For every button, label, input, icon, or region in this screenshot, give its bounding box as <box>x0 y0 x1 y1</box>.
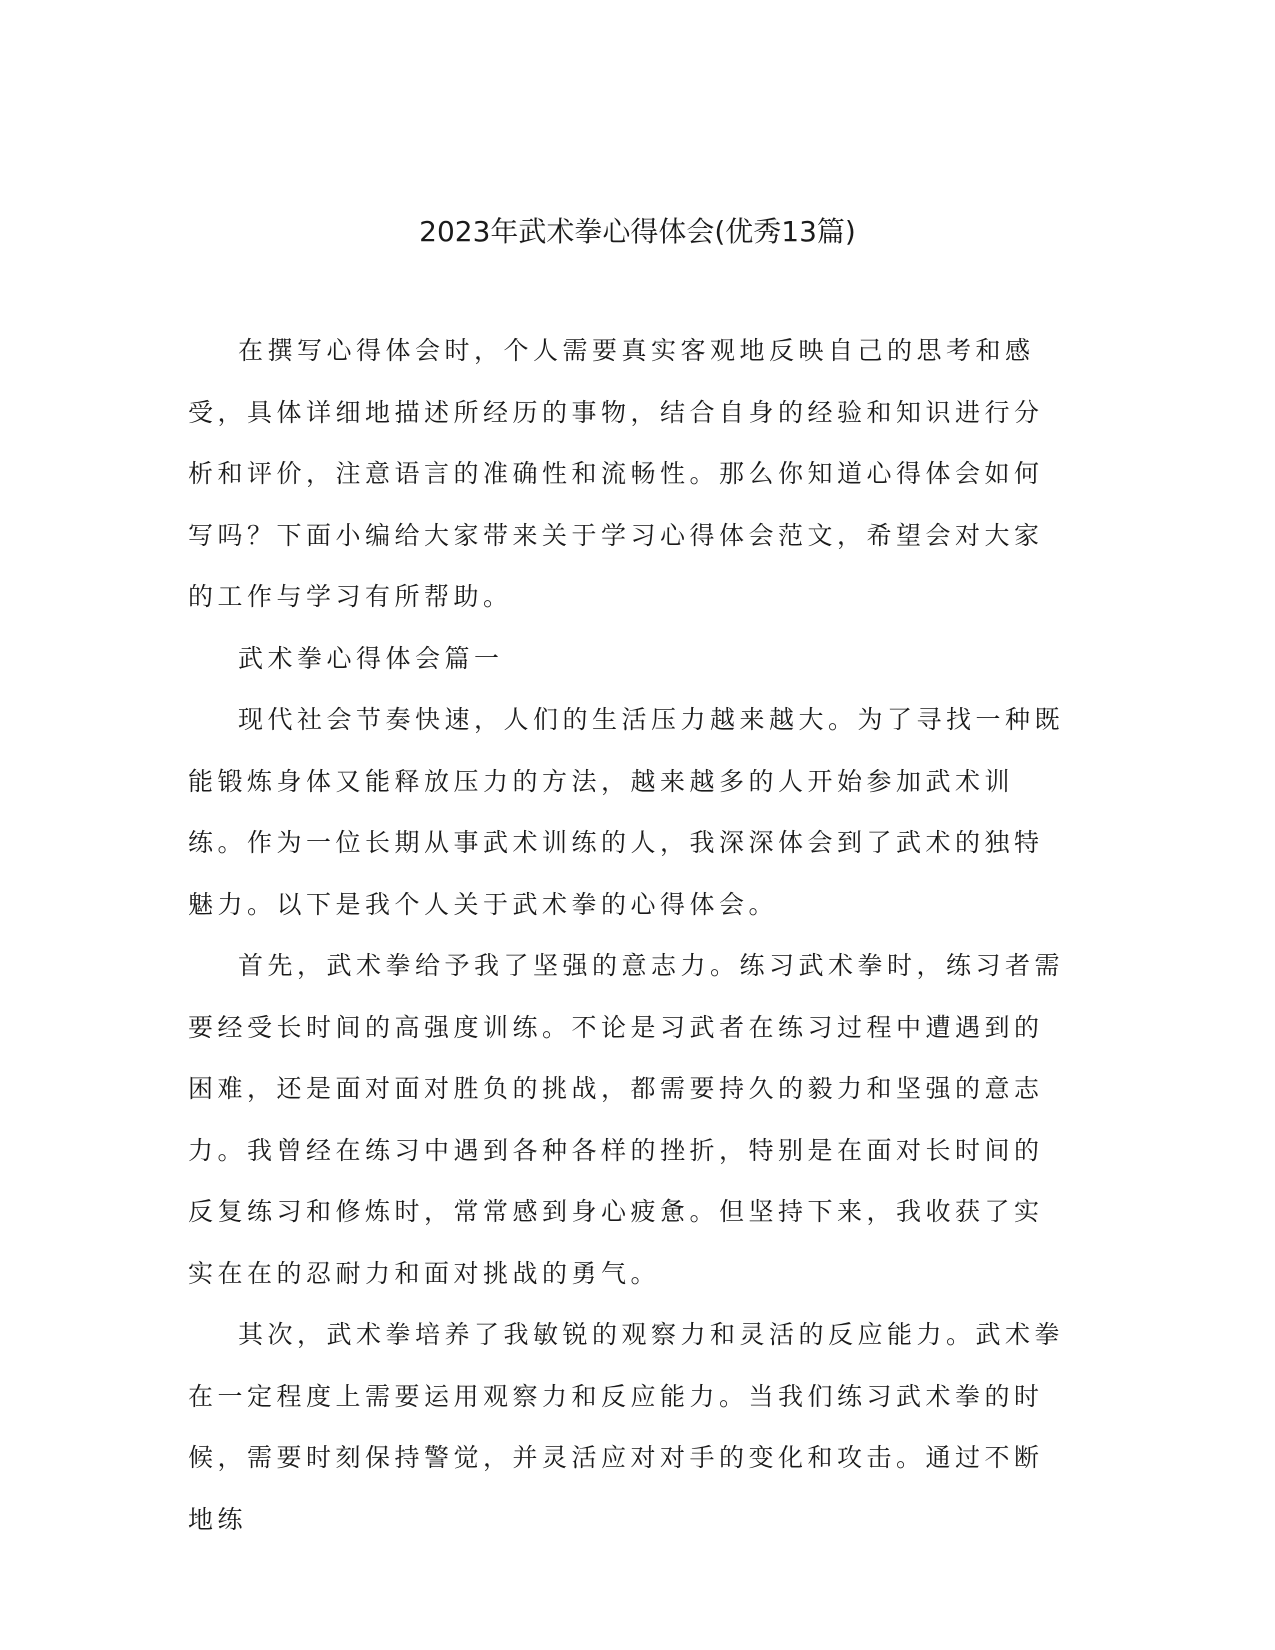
document-title: 2023年武术拳心得体会(优秀13篇) <box>419 215 856 248</box>
intro-paragraph: 在撰写心得体会时，个人需要真实客观地反映自己的思考和感受，具体详细地描述所经历的事物，结合自身的经验和知识进行分析和评价，注意语言的准确性和流畅性。那么你知道心得体会如何写吗？下面小编给大家带来关于学习心得体会范文，希望会对大家的工作与学习有所帮助。 <box>188 336 1044 611</box>
body-paragraph: 首先，武术拳给予我了坚强的意志力。练习武术拳时，练习者需要经受长时间的高强度训练。不论是习武者在练习过程中遭遇到的困难，还是面对面对胜负的挑战，都需要持久的毅力和坚强的意志力。我曾经在练习中遇到各种各样的挫折，特别是在面对长时间的反复练习和修炼时，常常感到身心疲惫。但坚持下来，我收获了实实在在的忍耐力和面对挑战的勇气。 <box>188 951 1065 1288</box>
document-body <box>188 320 1068 1550</box>
section-heading: 武术拳心得体会篇一 <box>238 643 504 673</box>
body-paragraph: 其次，武术拳培养了我敏锐的观察力和灵活的反应能力。武术拳在一定程度上需要运用观察力和反应能力。当我们练习武术拳的时候，需要时刻保持警觉，并灵活应对对手的变化和攻击。通过不断地练 <box>188 1320 1065 1534</box>
body-paragraph: 现代社会节奏快速，人们的生活压力越来越大。为了寻找一种既能锻炼身体又能释放压力的方法，越来越多的人开始参加武术训练。作为一位长期从事武术训练的人，我深深体会到了武术的独特魅力。以下是我个人关于武术拳的心得体会。 <box>188 705 1065 919</box>
